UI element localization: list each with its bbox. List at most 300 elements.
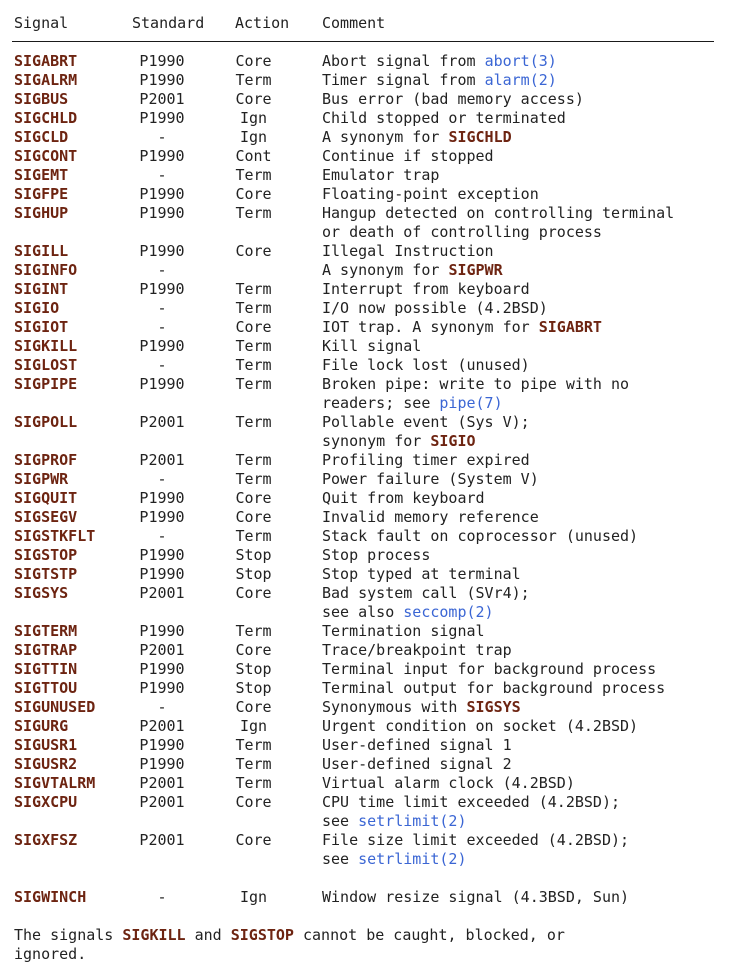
action-cell: Stop <box>235 679 272 697</box>
comment-cell <box>322 318 739 337</box>
signal-name: SIGHUP <box>14 204 69 222</box>
table-row <box>0 508 739 527</box>
comment-line <box>322 261 739 280</box>
comment-line <box>322 793 739 812</box>
table-row <box>0 527 739 546</box>
comment-cell <box>322 261 739 280</box>
signal-table-body <box>0 52 739 907</box>
standard-cell: - <box>157 698 167 716</box>
signal-name: SIGILL <box>14 242 69 260</box>
comment-line <box>322 489 739 508</box>
comment-line <box>322 717 739 736</box>
standard-cell: P1990 <box>139 660 185 678</box>
table-row <box>0 52 739 71</box>
action-cell: Ign <box>239 128 268 146</box>
action-cell: Stop <box>235 565 272 583</box>
comment-cell <box>322 736 739 755</box>
action-cell: Term <box>235 356 272 374</box>
comment-cell <box>322 641 739 660</box>
comment-cell <box>322 793 739 831</box>
signal-name: SIGPWR <box>14 470 69 488</box>
standard-cell: - <box>157 261 167 279</box>
comment-cell <box>322 470 739 489</box>
comment-text: Timer signal from <box>322 71 485 89</box>
action-cell: Cont <box>235 147 272 165</box>
comment-cell <box>322 128 739 147</box>
header-rule <box>12 41 714 42</box>
comment-cell <box>322 584 739 622</box>
comment-cell <box>322 356 739 375</box>
comment-text: Termination signal <box>322 622 485 640</box>
action-cell: Term <box>235 337 272 355</box>
signal-name: SIGVTALRM <box>14 774 96 792</box>
action-cell: Core <box>235 698 272 716</box>
table-row <box>0 71 739 90</box>
comment-text: Stop typed at terminal <box>322 565 521 583</box>
comment-line <box>322 299 739 318</box>
comment-line <box>322 71 739 90</box>
comment-line <box>322 394 739 413</box>
table-row <box>0 280 739 299</box>
standard-cell: P1990 <box>139 109 185 127</box>
comment-line <box>322 831 739 850</box>
signal-name: SIGTRAP <box>14 641 78 659</box>
comment-text: File size limit exceeded (4.2BSD); <box>322 831 630 849</box>
action-cell: Ign <box>239 109 268 127</box>
comment-line <box>322 527 739 546</box>
standard-cell: P1990 <box>139 337 185 355</box>
man-page-link[interactable]: setrlimit(2) <box>358 850 467 868</box>
comment-text: Stop process <box>322 546 431 564</box>
table-row <box>0 888 739 907</box>
signal-name: SIGSEGV <box>14 508 78 526</box>
signal-name: SIGALRM <box>14 71 78 89</box>
comment-cell <box>322 622 739 641</box>
man-page-link[interactable]: setrlimit(2) <box>358 812 467 830</box>
standard-cell: P2001 <box>139 90 185 108</box>
comment-cell <box>322 451 739 470</box>
column-header-signal: Signal <box>14 14 69 32</box>
footer-line <box>14 926 739 945</box>
action-cell: Core <box>235 508 272 526</box>
signal-reference: SIGKILL <box>122 926 186 944</box>
action-cell: Term <box>235 755 272 773</box>
signal-name: SIGTTOU <box>14 679 78 697</box>
comment-text: see <box>322 850 359 868</box>
signal-name: SIGSTKFLT <box>14 527 96 545</box>
comment-text: readers; see <box>322 394 440 412</box>
signal-name: SIGPROF <box>14 451 78 469</box>
standard-cell: P2001 <box>139 793 185 811</box>
footer-line <box>14 945 739 964</box>
comment-text: Hangup detected on controlling terminal <box>322 204 675 222</box>
table-row <box>0 413 739 451</box>
table-row <box>0 147 739 166</box>
comment-line <box>322 375 739 394</box>
comment-text: Emulator trap <box>322 166 440 184</box>
standard-cell: P1990 <box>139 242 185 260</box>
signal-reference: SIGSTOP <box>230 926 294 944</box>
comment-text: Broken pipe: write to pipe with no <box>322 375 630 393</box>
standard-cell: P2001 <box>139 641 185 659</box>
action-cell: Term <box>235 166 272 184</box>
comment-line <box>322 451 739 470</box>
standard-cell: P1990 <box>139 280 185 298</box>
table-row <box>0 318 739 337</box>
standard-cell: P1990 <box>139 565 185 583</box>
standard-cell: P1990 <box>139 755 185 773</box>
comment-line <box>322 470 739 489</box>
comment-line <box>322 584 739 603</box>
comment-line <box>322 242 739 261</box>
comment-text: Quit from keyboard <box>322 489 485 507</box>
comment-line <box>322 413 739 432</box>
comment-text: Stack fault on coprocessor (unused) <box>322 527 639 545</box>
comment-cell <box>322 755 739 774</box>
table-row <box>0 185 739 204</box>
man-page-link[interactable]: alarm(2) <box>484 71 557 89</box>
column-header-action: Action <box>235 14 290 32</box>
comment-text: Urgent condition on socket (4.2BSD) <box>322 717 639 735</box>
comment-line <box>322 109 739 128</box>
comment-text: User-defined signal 1 <box>322 736 512 754</box>
comment-cell <box>322 774 739 793</box>
comment-line <box>322 185 739 204</box>
comment-text: I/O now possible (4.2BSD) <box>322 299 548 317</box>
comment-cell <box>322 660 739 679</box>
table-row <box>0 470 739 489</box>
table-row <box>0 755 739 774</box>
comment-text: Interrupt from keyboard <box>322 280 530 298</box>
signal-name: SIGCHLD <box>14 109 78 127</box>
signal-reference: SIGABRT <box>538 318 602 336</box>
comment-line <box>322 318 739 337</box>
comment-cell <box>322 527 739 546</box>
action-cell: Term <box>235 375 272 393</box>
comment-cell <box>322 52 739 71</box>
comment-line <box>322 774 739 793</box>
standard-cell: P2001 <box>139 831 185 849</box>
comment-line <box>322 52 739 71</box>
signal-name: SIGTTIN <box>14 660 78 678</box>
comment-line <box>322 622 739 641</box>
standard-cell: P2001 <box>139 774 185 792</box>
comment-line <box>322 166 739 185</box>
action-cell: Core <box>235 52 272 70</box>
signal-name: SIGXFSZ <box>14 831 78 849</box>
action-cell: Core <box>235 242 272 260</box>
comment-cell <box>322 489 739 508</box>
table-row <box>0 584 739 622</box>
comment-cell <box>322 717 739 736</box>
comment-line <box>322 546 739 565</box>
table-row <box>0 565 739 584</box>
comment-line <box>322 432 739 451</box>
comment-cell <box>322 147 739 166</box>
standard-cell: P1990 <box>139 736 185 754</box>
action-cell: Core <box>235 318 272 336</box>
comment-text: or death of controlling process <box>322 223 602 241</box>
standard-cell: - <box>157 128 167 146</box>
table-row <box>0 337 739 356</box>
signal-name: SIGURG <box>14 717 69 735</box>
signal-name: SIGKILL <box>14 337 78 355</box>
comment-text: Virtual alarm clock (4.2BSD) <box>322 774 575 792</box>
action-cell: Term <box>235 470 272 488</box>
column-header-comment: Comment <box>322 14 386 32</box>
signal-name: SIGWINCH <box>14 888 87 906</box>
comment-cell <box>322 185 739 204</box>
standard-cell: P2001 <box>139 584 185 602</box>
signal-name: SIGLOST <box>14 356 78 374</box>
comment-text: User-defined signal 2 <box>322 755 512 773</box>
table-row <box>0 204 739 242</box>
comment-line <box>322 223 739 242</box>
action-cell: Core <box>235 90 272 108</box>
signal-reference: SIGPWR <box>448 261 503 279</box>
signal-name: SIGUNUSED <box>14 698 96 716</box>
signal-name: SIGCLD <box>14 128 69 146</box>
table-row <box>0 109 739 128</box>
comment-line <box>322 147 739 166</box>
comment-cell <box>322 71 739 90</box>
action-cell: Core <box>235 584 272 602</box>
standard-cell: - <box>157 318 167 336</box>
table-row <box>0 451 739 470</box>
standard-cell: - <box>157 470 167 488</box>
comment-cell <box>322 204 739 242</box>
signal-name: SIGSTOP <box>14 546 78 564</box>
comment-line <box>322 90 739 109</box>
standard-cell: P1990 <box>139 147 185 165</box>
action-cell: Term <box>235 622 272 640</box>
comment-line <box>322 128 739 147</box>
comment-text: Abort signal from <box>322 52 485 70</box>
action-cell: Ign <box>239 717 268 735</box>
signal-name: SIGXCPU <box>14 793 78 811</box>
signal-name: SIGINFO <box>14 261 78 279</box>
action-cell: Core <box>235 641 272 659</box>
comment-text: Child stopped or terminated <box>322 109 566 127</box>
comment-line <box>322 565 739 584</box>
comment-cell <box>322 546 739 565</box>
comment-line <box>322 204 739 223</box>
table-spacer <box>0 869 739 888</box>
action-cell: Term <box>235 736 272 754</box>
comment-text: A synonym for <box>322 128 449 146</box>
table-row <box>0 793 739 831</box>
comment-text: CPU time limit exceeded (4.2BSD); <box>322 793 621 811</box>
standard-cell: - <box>157 527 167 545</box>
table-row <box>0 356 739 375</box>
man-page-link[interactable]: pipe(7) <box>439 394 503 412</box>
comment-line <box>322 280 739 299</box>
action-cell: Term <box>235 299 272 317</box>
action-cell: Term <box>235 280 272 298</box>
comment-cell <box>322 166 739 185</box>
standard-cell: - <box>157 299 167 317</box>
table-row <box>0 736 739 755</box>
comment-text: see also <box>322 603 404 621</box>
standard-cell: P1990 <box>139 489 185 507</box>
comment-text: Profiling timer expired <box>322 451 530 469</box>
signal-reference: SIGIO <box>430 432 476 450</box>
signal-name: SIGCONT <box>14 147 78 165</box>
signal-name: SIGEMT <box>14 166 69 184</box>
comment-text: IOT trap. A synonym for <box>322 318 539 336</box>
comment-line <box>322 850 739 869</box>
comment-line <box>322 736 739 755</box>
table-row <box>0 641 739 660</box>
standard-cell: P1990 <box>139 52 185 70</box>
comment-line <box>322 337 739 356</box>
comment-text: Window resize signal (4.3BSD, Sun) <box>322 888 630 906</box>
comment-line <box>322 660 739 679</box>
man-page-link[interactable]: abort(3) <box>484 52 557 70</box>
comment-text: Synonymous with <box>322 698 467 716</box>
comment-text: Trace/breakpoint trap <box>322 641 512 659</box>
comment-text: Pollable event (Sys V); <box>322 413 530 431</box>
comment-text: Terminal input for background process <box>322 660 657 678</box>
signal-name: SIGQUIT <box>14 489 78 507</box>
comment-line <box>322 812 739 831</box>
table-row <box>0 546 739 565</box>
comment-text: Terminal output for background process <box>322 679 666 697</box>
table-row <box>0 698 739 717</box>
table-row <box>0 242 739 261</box>
action-cell: Stop <box>235 546 272 564</box>
table-row <box>0 261 739 280</box>
comment-line <box>322 603 739 622</box>
table-row <box>0 622 739 641</box>
comment-text: Bus error (bad memory access) <box>322 90 584 108</box>
comment-line <box>322 641 739 660</box>
standard-cell: - <box>157 356 167 374</box>
standard-cell: P1990 <box>139 375 185 393</box>
table-header-row <box>0 14 739 33</box>
action-cell: Term <box>235 527 272 545</box>
comment-text: File lock lost (unused) <box>322 356 530 374</box>
table-row <box>0 375 739 413</box>
comment-cell <box>322 888 739 907</box>
standard-cell: P1990 <box>139 546 185 564</box>
table-row <box>0 660 739 679</box>
action-cell: Core <box>235 185 272 203</box>
comment-text: Illegal Instruction <box>322 242 494 260</box>
standard-cell: P2001 <box>139 413 185 431</box>
comment-text: Bad system call (SVr4); <box>322 584 530 602</box>
standard-cell: P1990 <box>139 204 185 222</box>
standard-cell: P1990 <box>139 622 185 640</box>
comment-cell <box>322 90 739 109</box>
comment-cell <box>322 565 739 584</box>
standard-cell: P1990 <box>139 185 185 203</box>
comment-cell <box>322 698 739 717</box>
signal-name: SIGUSR1 <box>14 736 78 754</box>
comment-text: Kill signal <box>322 337 422 355</box>
comment-line <box>322 508 739 527</box>
action-cell: Term <box>235 774 272 792</box>
comment-cell <box>322 299 739 318</box>
signal-name: SIGTSTP <box>14 565 78 583</box>
signal-name: SIGABRT <box>14 52 78 70</box>
comment-cell <box>322 831 739 869</box>
standard-cell: P1990 <box>139 71 185 89</box>
comment-text: Floating-point exception <box>322 185 539 203</box>
standard-cell: P2001 <box>139 451 185 469</box>
footer-note <box>14 926 739 964</box>
action-cell: Term <box>235 451 272 469</box>
signal-name: SIGTERM <box>14 622 78 640</box>
standard-cell: - <box>157 166 167 184</box>
table-row <box>0 717 739 736</box>
standard-cell: P1990 <box>139 508 185 526</box>
signal-name: SIGPIPE <box>14 375 78 393</box>
action-cell: Term <box>235 71 272 89</box>
comment-cell <box>322 679 739 698</box>
table-row <box>0 128 739 147</box>
signal-name: SIGIOT <box>14 318 69 336</box>
comment-text: A synonym for <box>322 261 449 279</box>
man-page-link[interactable]: seccomp(2) <box>403 603 494 621</box>
signal-name: SIGSYS <box>14 584 69 602</box>
signal-name: SIGINT <box>14 280 69 298</box>
standard-cell: P1990 <box>139 679 185 697</box>
standard-cell: - <box>157 888 167 906</box>
action-cell: Core <box>235 831 272 849</box>
comment-text: Power failure (System V) <box>322 470 539 488</box>
table-row <box>0 774 739 793</box>
comment-text: ignored. <box>14 945 87 963</box>
signal-name: SIGUSR2 <box>14 755 78 773</box>
comment-text: cannot be caught, blocked, or <box>293 926 565 944</box>
table-row <box>0 489 739 508</box>
table-row <box>0 166 739 185</box>
table-row <box>0 299 739 318</box>
table-row <box>0 90 739 109</box>
action-cell: Ign <box>239 888 268 906</box>
comment-text: synonym for <box>322 432 431 450</box>
action-cell: Term <box>235 413 272 431</box>
table-row <box>0 831 739 869</box>
comment-cell <box>322 280 739 299</box>
comment-text: see <box>322 812 359 830</box>
comment-text: Invalid memory reference <box>322 508 539 526</box>
comment-cell <box>322 508 739 527</box>
comment-cell <box>322 242 739 261</box>
comment-line <box>322 356 739 375</box>
signal-name: SIGFPE <box>14 185 69 203</box>
signal-name: SIGIO <box>14 299 60 317</box>
signal-reference: SIGCHLD <box>448 128 512 146</box>
standard-cell: P2001 <box>139 717 185 735</box>
comment-line <box>322 755 739 774</box>
comment-text: and <box>185 926 231 944</box>
signal-name: SIGPOLL <box>14 413 78 431</box>
action-cell: Core <box>235 793 272 811</box>
column-header-standard: Standard <box>132 14 205 32</box>
signal-name: SIGBUS <box>14 90 69 108</box>
comment-cell <box>322 337 739 356</box>
action-cell: Core <box>235 489 272 507</box>
comment-cell <box>322 109 739 128</box>
comment-cell <box>322 375 739 413</box>
comment-text: Continue if stopped <box>322 147 494 165</box>
comment-cell <box>322 413 739 451</box>
signal-reference: SIGSYS <box>466 698 521 716</box>
comment-text: The signals <box>14 926 123 944</box>
comment-line <box>322 698 739 717</box>
